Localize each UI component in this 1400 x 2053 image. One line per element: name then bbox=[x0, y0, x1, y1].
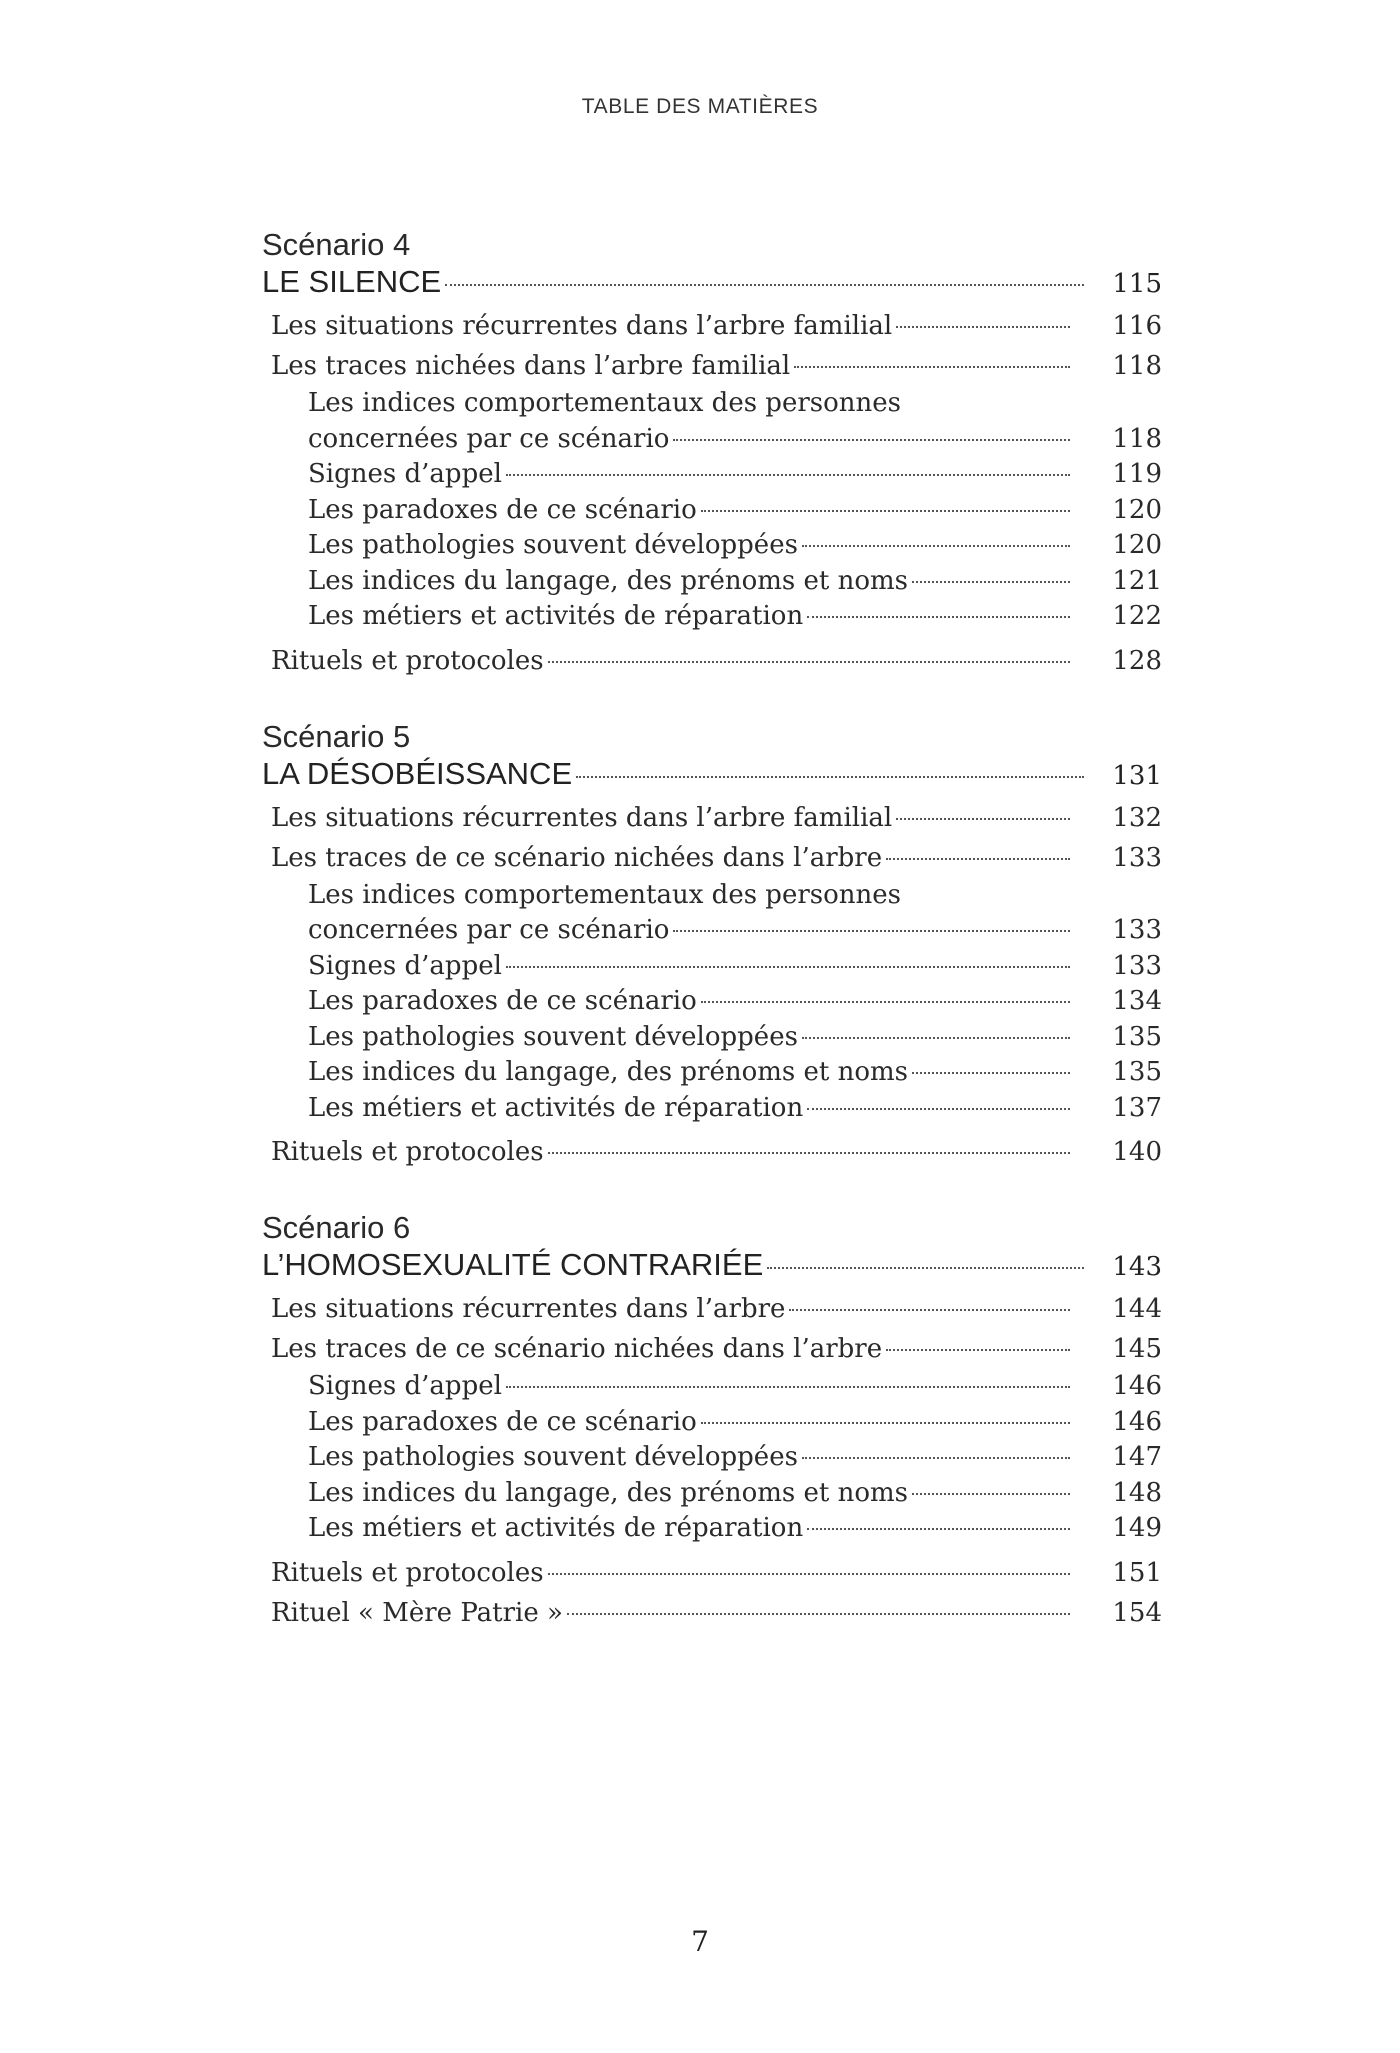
dot-leader bbox=[548, 661, 1070, 663]
toc-subentry-line1: Les indices comportementaux des personnes bbox=[308, 388, 901, 418]
toc-entry-text: Rituel « Mère Patrie » bbox=[271, 1597, 563, 1628]
dot-leader bbox=[789, 1309, 1070, 1311]
page-ref: 146 bbox=[1112, 1371, 1162, 1401]
dot-leader bbox=[445, 284, 1084, 286]
page-ref: 133 bbox=[1112, 915, 1162, 945]
page-ref: 148 bbox=[1112, 1477, 1162, 1508]
page-ref: 135 bbox=[1112, 1057, 1162, 1087]
toc-heading[interactable] bbox=[262, 755, 1162, 795]
toc-entry-text: Les situations récurrentes dans l’arbre bbox=[271, 1294, 786, 1324]
dot-leader bbox=[807, 1108, 1070, 1110]
toc-entry-text: Rituels et protocoles bbox=[271, 1557, 544, 1588]
toc-subentry-line1: Les indices comportementaux des personnes bbox=[308, 879, 901, 910]
dot-leader bbox=[506, 1386, 1070, 1388]
toc-section-scenario-6 bbox=[262, 1210, 1162, 1633]
toc-entry-text: Les pathologies souvent développées bbox=[308, 1021, 798, 1052]
toc-entry-text: Les traces de ce scénario nichées dans l’arbre bbox=[271, 1334, 883, 1364]
toc-subentry[interactable] bbox=[262, 913, 1162, 949]
toc-entry[interactable] bbox=[262, 346, 1162, 386]
dot-leader bbox=[701, 1422, 1070, 1424]
page-ref: 122 bbox=[1112, 601, 1162, 631]
toc-entry-text: Les traces nichées dans l’arbre familial bbox=[271, 351, 791, 381]
dot-leader bbox=[673, 439, 1070, 441]
page-ref: 135 bbox=[1112, 1021, 1162, 1052]
toc-entry[interactable] bbox=[262, 1132, 1162, 1172]
page-ref: 118 bbox=[1112, 351, 1162, 381]
page-ref: 151 bbox=[1112, 1557, 1162, 1588]
dot-leader bbox=[548, 1152, 1070, 1154]
dot-leader bbox=[548, 1573, 1070, 1575]
toc-heading[interactable] bbox=[262, 263, 1162, 303]
page-ref: 154 bbox=[1112, 1597, 1162, 1628]
toc-entry-text: Signes d’appel bbox=[308, 950, 502, 981]
toc-subentry[interactable] bbox=[262, 1055, 1162, 1091]
toc-section-scenario-4 bbox=[262, 227, 1162, 681]
page-ref: 137 bbox=[1112, 1092, 1162, 1123]
toc-heading-title: L’HOMOSEXUALITÉ CONTRARIÉE bbox=[262, 1247, 764, 1282]
toc-entry[interactable] bbox=[262, 1329, 1162, 1369]
dot-leader bbox=[567, 1613, 1070, 1615]
toc-entry-text: Les situations récurrentes dans l’arbre familial bbox=[271, 802, 893, 833]
toc-entry[interactable] bbox=[262, 1289, 1162, 1329]
dot-leader bbox=[701, 1001, 1070, 1003]
page-ref: 145 bbox=[1112, 1334, 1162, 1364]
toc-entry-text: Signes d’appel bbox=[308, 459, 502, 489]
dot-leader bbox=[912, 581, 1070, 583]
page-ref: 116 bbox=[1112, 311, 1162, 341]
dot-leader bbox=[506, 474, 1070, 476]
toc-subentry[interactable] bbox=[262, 493, 1162, 529]
toc-entry[interactable] bbox=[262, 838, 1162, 878]
toc-entry-text: Les pathologies souvent développées bbox=[308, 530, 798, 560]
toc-subentry[interactable] bbox=[262, 1091, 1162, 1127]
page-ref: 120 bbox=[1112, 530, 1162, 560]
page-ref: 133 bbox=[1112, 842, 1162, 873]
dot-leader bbox=[802, 545, 1070, 547]
toc-subentry[interactable] bbox=[262, 528, 1162, 564]
table-of-contents bbox=[262, 227, 1162, 1671]
page-ref: 147 bbox=[1112, 1442, 1162, 1472]
toc-entry-text: Rituels et protocoles bbox=[271, 1137, 544, 1167]
toc-entry[interactable] bbox=[262, 306, 1162, 346]
toc-entry-text: Rituels et protocoles bbox=[271, 645, 544, 676]
page-ref: 144 bbox=[1112, 1294, 1162, 1324]
dot-leader bbox=[912, 1072, 1070, 1074]
dot-leader bbox=[576, 776, 1084, 778]
scenario-label: Scénario 5 bbox=[262, 718, 411, 754]
toc-entry[interactable] bbox=[262, 798, 1162, 838]
toc-subentry[interactable] bbox=[262, 564, 1162, 600]
toc-entry-text: Les indices du langage, des prénoms et noms bbox=[308, 565, 909, 596]
toc-section-scenario-5 bbox=[262, 719, 1162, 1173]
scenario-label: Scénario 6 bbox=[262, 1210, 411, 1245]
toc-subentry[interactable] bbox=[262, 599, 1162, 635]
toc-subentry[interactable] bbox=[262, 1440, 1162, 1476]
toc-subentry[interactable] bbox=[262, 457, 1162, 493]
page-ref: 140 bbox=[1112, 1137, 1162, 1167]
page-ref: 132 bbox=[1112, 802, 1162, 833]
toc-heading-title: LE SILENCE bbox=[262, 264, 442, 299]
toc-entry-text: Les paradoxes de ce scénario bbox=[308, 1406, 697, 1437]
toc-entry-text: Les métiers et activités de réparation bbox=[308, 1513, 804, 1543]
dot-leader bbox=[701, 510, 1070, 512]
toc-entry-text: Les métiers et activités de réparation bbox=[308, 1092, 804, 1123]
page-ref: 143 bbox=[1112, 1252, 1162, 1282]
toc-subentry[interactable] bbox=[262, 984, 1162, 1020]
toc-subentry[interactable] bbox=[262, 949, 1162, 985]
dot-leader bbox=[767, 1267, 1084, 1269]
dot-leader bbox=[794, 366, 1070, 368]
dot-leader bbox=[673, 930, 1070, 932]
page-ref: 115 bbox=[1112, 269, 1162, 299]
toc-entry-text: Les situations récurrentes dans l’arbre familial bbox=[271, 311, 893, 341]
page-ref: 149 bbox=[1112, 1513, 1162, 1543]
page-number: 7 bbox=[691, 1925, 709, 1958]
page-ref: 120 bbox=[1112, 494, 1162, 525]
dot-leader bbox=[886, 1349, 1070, 1351]
dot-leader bbox=[506, 966, 1070, 968]
toc-entry-text: Les métiers et activités de réparation bbox=[308, 601, 804, 631]
toc-heading-title: LA DÉSOBÉISSANCE bbox=[262, 755, 573, 791]
toc-entry-text: Les traces de ce scénario nichées dans l’arbre bbox=[271, 842, 883, 873]
page-ref: 121 bbox=[1112, 565, 1162, 596]
dot-leader bbox=[886, 858, 1070, 860]
page-ref: 146 bbox=[1112, 1406, 1162, 1437]
dot-leader bbox=[802, 1037, 1070, 1039]
toc-entry[interactable] bbox=[262, 1593, 1162, 1633]
page-ref: 131 bbox=[1112, 760, 1162, 791]
toc-entry-text: Les pathologies souvent développées bbox=[308, 1442, 798, 1472]
toc-subentry[interactable] bbox=[262, 1476, 1162, 1512]
toc-entry-text: Les paradoxes de ce scénario bbox=[308, 494, 697, 525]
toc-subentry[interactable] bbox=[262, 1511, 1162, 1547]
toc-subentry[interactable] bbox=[262, 422, 1162, 458]
toc-entry-text: concernées par ce scénario bbox=[308, 915, 670, 945]
running-head: TABLE DES MATIÈRES bbox=[581, 95, 819, 118]
toc-subentry[interactable] bbox=[262, 1405, 1162, 1441]
toc-subentry[interactable] bbox=[262, 1020, 1162, 1056]
dot-leader bbox=[896, 818, 1070, 820]
page-ref: 118 bbox=[1112, 423, 1162, 454]
toc-subentry[interactable] bbox=[262, 1369, 1162, 1405]
toc-heading[interactable] bbox=[262, 1246, 1162, 1286]
dot-leader bbox=[896, 326, 1070, 328]
toc-entry-text: Les indices du langage, des prénoms et noms bbox=[308, 1057, 909, 1087]
dot-leader bbox=[912, 1493, 1070, 1495]
toc-entry[interactable] bbox=[262, 1553, 1162, 1593]
dot-leader bbox=[802, 1457, 1070, 1459]
scenario-label: Scénario 4 bbox=[262, 227, 411, 262]
toc-entry-text: Signes d’appel bbox=[308, 1371, 502, 1401]
toc-entry[interactable] bbox=[262, 641, 1162, 681]
toc-entry-text: concernées par ce scénario bbox=[308, 423, 670, 454]
page-ref: 119 bbox=[1112, 459, 1162, 489]
toc-entry-text: Les indices du langage, des prénoms et noms bbox=[308, 1477, 909, 1508]
page-ref: 133 bbox=[1112, 950, 1162, 981]
dot-leader bbox=[807, 616, 1070, 618]
toc-entry-text: Les paradoxes de ce scénario bbox=[308, 986, 697, 1016]
page-ref: 128 bbox=[1112, 645, 1162, 676]
dot-leader bbox=[807, 1528, 1070, 1530]
page-ref: 134 bbox=[1112, 986, 1162, 1016]
